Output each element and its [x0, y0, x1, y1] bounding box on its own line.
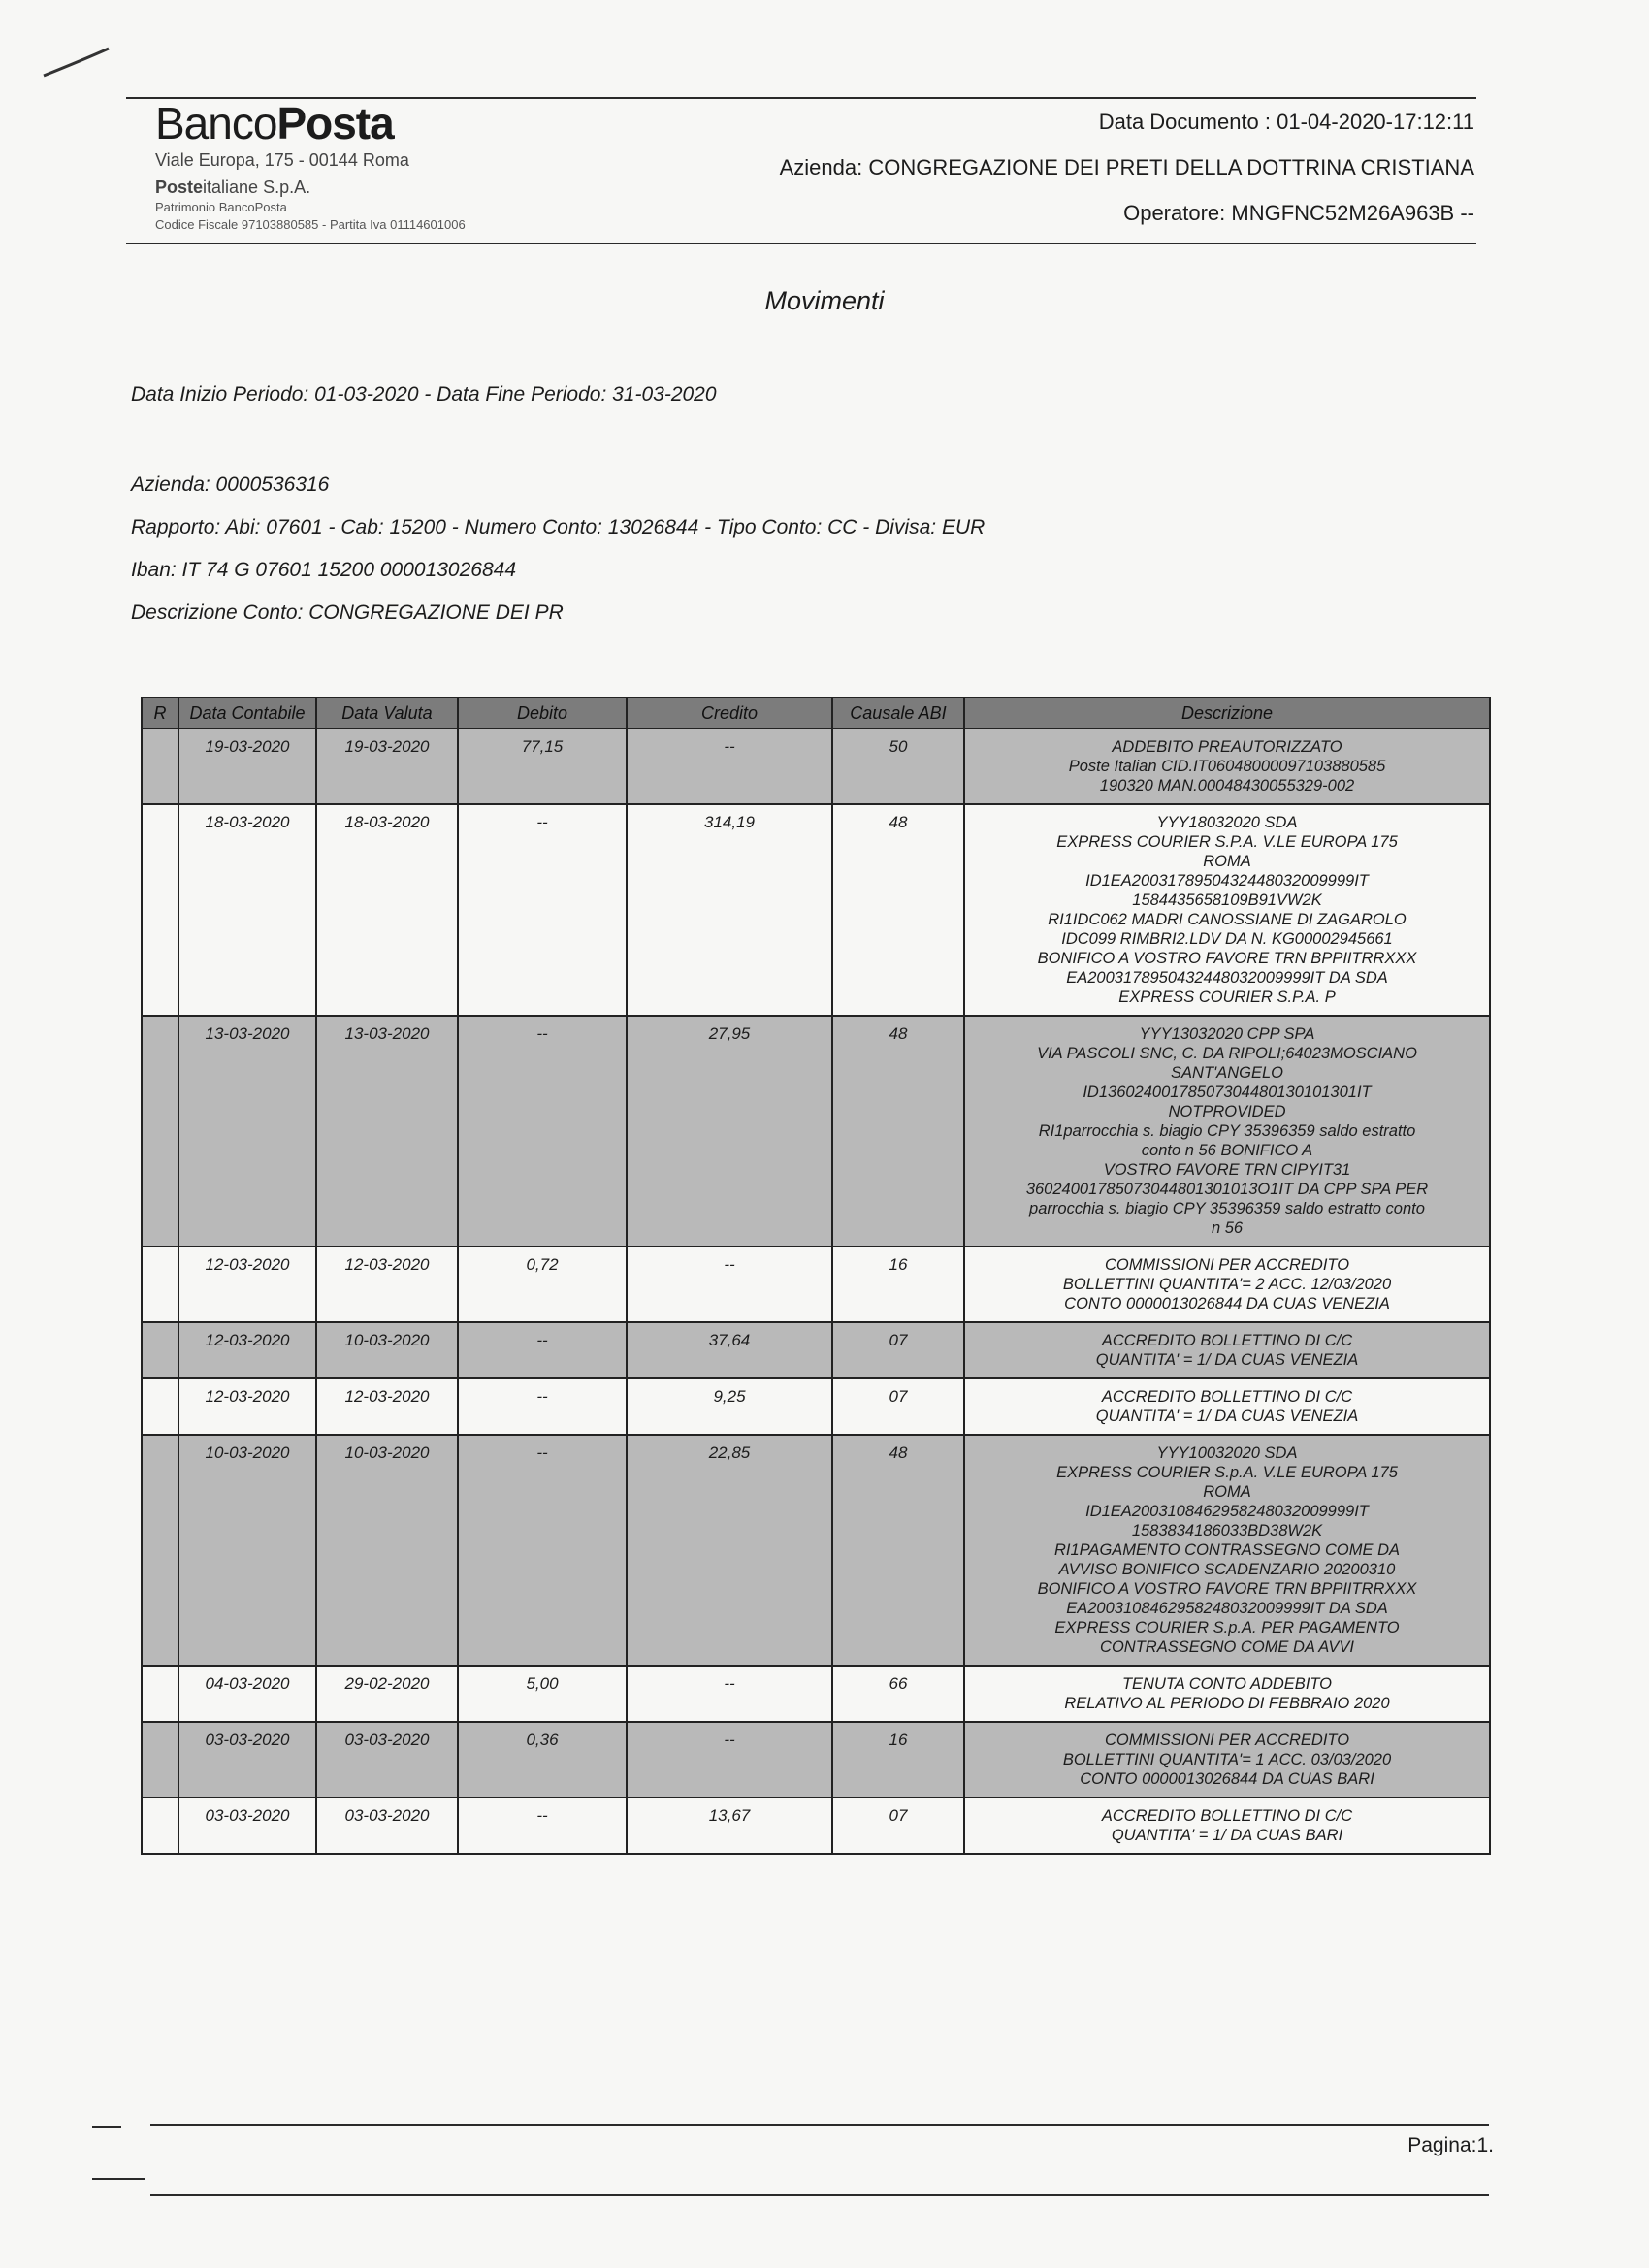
cell-data-contabile: 04-03-2020: [178, 1666, 316, 1722]
cell-data-contabile: 19-03-2020: [178, 729, 316, 804]
cell-credito: --: [627, 1722, 832, 1798]
cell-data-valuta: 10-03-2020: [316, 1435, 458, 1666]
cell-descrizione: ACCREDITO BOLLETTINO DI C/C QUANTITA' = 1/ DA CUAS BARI: [964, 1798, 1490, 1854]
company-name: Posteitaliane S.p.A.: [155, 178, 311, 197]
cell-descrizione: ADDEBITO PREAUTORIZZATO Poste Italian CID.IT06048000097103880585 190320 MAN.00048430055329-002: [964, 729, 1490, 804]
cell-r: [142, 1798, 178, 1854]
cell-debito: 0,36: [458, 1722, 627, 1798]
cell-causale: 07: [832, 1378, 964, 1435]
cell-descrizione: YYY10032020 SDA EXPRESS COURIER S.p.A. V.LE EUROPA 175 ROMA ID1EA2003108462958248032009999IT 1583834186033BD38W2K RI1PAGAMENTO CONTRASSEGNO COME DA AVVISO BONIFICO SCADENZARIO 20200310 BONIFICO A VOSTRO FAVORE TRN BPPIITRRXXX EA2003108462958248032009999IT DA SDA EXPRESS COURIER S.p.A. PER PAGAMENTO CONTRASSEGNO COME DA AVVI: [964, 1435, 1490, 1666]
cell-credito: --: [627, 729, 832, 804]
cell-causale: 16: [832, 1247, 964, 1322]
cell-credito: 13,67: [627, 1798, 832, 1854]
cell-causale: 07: [832, 1322, 964, 1378]
cell-data-contabile: 12-03-2020: [178, 1322, 316, 1378]
cell-data-contabile: 13-03-2020: [178, 1016, 316, 1247]
table-row: [142, 1722, 1490, 1798]
cell-debito: 0,72: [458, 1247, 627, 1322]
footer-bottom-rule: [150, 2194, 1489, 2196]
header-data-contabile: Data Contabile: [178, 697, 316, 729]
header-descrizione: Descrizione: [964, 697, 1490, 729]
table-row: [142, 1798, 1490, 1854]
header-bottom-rule: [126, 243, 1476, 244]
cell-credito: 27,95: [627, 1016, 832, 1247]
cell-debito: 77,15: [458, 729, 627, 804]
iban-line: Iban: IT 74 G 07601 15200 000013026844: [131, 559, 517, 581]
table-row: [142, 1378, 1490, 1435]
cell-descrizione: ACCREDITO BOLLETTINO DI C/C QUANTITA' = 1/ DA CUAS VENEZIA: [964, 1378, 1490, 1435]
cell-debito: --: [458, 1798, 627, 1854]
cell-r: [142, 729, 178, 804]
footer-left-tick-2: [92, 2178, 146, 2180]
bancoposta-brand-block: [155, 98, 466, 233]
cell-causale: 16: [832, 1722, 964, 1798]
period-line: Data Inizio Periodo: 01-03-2020 - Data Fine Periodo: 31-03-2020: [131, 383, 717, 405]
cell-data-valuta: 10-03-2020: [316, 1322, 458, 1378]
cell-descrizione: YYY18032020 SDA EXPRESS COURIER S.P.A. V.LE EUROPA 175 ROMA ID1EA2003178950432448032009999IT 1584435658109B91VW2K RI1IDC062 MADRI CANOSSIANE DI ZAGAROLO IDC099 RIMBRI2.LDV DA N. KG00002945661 BONIFICO A VOSTRO FAVORE TRN BPPIITRRXXX EA2003178950432448032009999IT DA SDA EXPRESS COURIER S.P.A. P: [964, 804, 1490, 1016]
cell-r: [142, 1322, 178, 1378]
cell-data-valuta: 13-03-2020: [316, 1016, 458, 1247]
cell-r: [142, 1016, 178, 1247]
cell-causale: 48: [832, 804, 964, 1016]
cell-credito: 314,19: [627, 804, 832, 1016]
table-row: [142, 1322, 1490, 1378]
operatore-code: Operatore: MNGFNC52M26A963B --: [1123, 201, 1474, 225]
azienda-code: Azienda: 0000536316: [131, 473, 330, 496]
cell-credito: 22,85: [627, 1435, 832, 1666]
cell-credito: --: [627, 1247, 832, 1322]
cell-credito: --: [627, 1666, 832, 1722]
footer-left-tick: [92, 2126, 121, 2128]
cell-data-valuta: 12-03-2020: [316, 1378, 458, 1435]
table-row: [142, 804, 1490, 1016]
table-row: [142, 729, 1490, 804]
cell-causale: 50: [832, 729, 964, 804]
bank-address: Viale Europa, 175 - 00144 Roma: [155, 150, 409, 170]
cell-debito: --: [458, 1016, 627, 1247]
cell-debito: --: [458, 1322, 627, 1378]
cell-data-contabile: 03-03-2020: [178, 1798, 316, 1854]
fiscal-code-line: Codice Fiscale 97103880585 - Partita Iva 01114601006: [155, 217, 466, 232]
cell-r: [142, 1378, 178, 1435]
cell-data-valuta: 29-02-2020: [316, 1666, 458, 1722]
page-number: Pagina:1.: [1407, 2134, 1494, 2156]
cell-data-contabile: 03-03-2020: [178, 1722, 316, 1798]
cell-data-contabile: 18-03-2020: [178, 804, 316, 1016]
cell-causale: 48: [832, 1016, 964, 1247]
footer-top-rule: [150, 2124, 1489, 2126]
azienda-name: Azienda: CONGREGAZIONE DEI PRETI DELLA DOTTRINA CRISTIANA: [779, 155, 1474, 179]
cell-descrizione: COMMISSIONI PER ACCREDITO BOLLETTINI QUANTITA'= 2 ACC. 12/03/2020 CONTO 0000013026844 DA CUAS VENEZIA: [964, 1247, 1490, 1322]
cell-r: [142, 1666, 178, 1722]
cell-data-valuta: 03-03-2020: [316, 1798, 458, 1854]
header-debito: Debito: [458, 697, 627, 729]
cell-debito: 5,00: [458, 1666, 627, 1722]
cell-causale: 66: [832, 1666, 964, 1722]
cell-data-valuta: 12-03-2020: [316, 1247, 458, 1322]
cell-r: [142, 1722, 178, 1798]
header-credito: Credito: [627, 697, 832, 729]
cell-data-valuta: 18-03-2020: [316, 804, 458, 1016]
cell-credito: 9,25: [627, 1378, 832, 1435]
table-row: [142, 1435, 1490, 1666]
header-data-valuta: Data Valuta: [316, 697, 458, 729]
cell-debito: --: [458, 1435, 627, 1666]
cell-debito: --: [458, 804, 627, 1016]
cell-causale: 07: [832, 1798, 964, 1854]
account-description: Descrizione Conto: CONGREGAZIONE DEI PR: [131, 601, 564, 624]
cell-descrizione: COMMISSIONI PER ACCREDITO BOLLETTINI QUANTITA'= 1 ACC. 03/03/2020 CONTO 0000013026844 DA CUAS BARI: [964, 1722, 1490, 1798]
cell-data-contabile: 10-03-2020: [178, 1435, 316, 1666]
cell-debito: --: [458, 1378, 627, 1435]
cell-data-valuta: 19-03-2020: [316, 729, 458, 804]
cell-r: [142, 1435, 178, 1666]
cell-descrizione: TENUTA CONTO ADDEBITO RELATIVO AL PERIODO DI FEBBRAIO 2020: [964, 1666, 1490, 1722]
rapporto-line: Rapporto: Abi: 07601 - Cab: 15200 - Numero Conto: 13026844 - Tipo Conto: CC - Divisa: EUR: [131, 516, 986, 538]
header-causale-abi: Causale ABI: [832, 697, 964, 729]
bancoposta-logo: BancoPosta: [155, 98, 394, 148]
cell-data-contabile: 12-03-2020: [178, 1378, 316, 1435]
document-date: Data Documento : 01-04-2020-17:12:11: [1098, 110, 1474, 134]
cell-descrizione: YYY13032020 CPP SPA VIA PASCOLI SNC, C. DA RIPOLI;64023MOSCIANO SANT'ANGELO ID13602400178507304480130101301IT NOTPROVIDED RI1parrocchia s. biagio CPY 35396359 saldo estratto conto n 56 BONIFICO A VOSTRO FAVORE TRN CIPYIT31 36024001785073044801301013O1IT DA CPP SPA PER parrocchia s. biagio CPY 35396359 saldo estratto conto n 56: [964, 1016, 1490, 1247]
table-row: [142, 1247, 1490, 1322]
cell-data-valuta: 03-03-2020: [316, 1722, 458, 1798]
movements-table: [141, 697, 1491, 1855]
cell-r: [142, 1247, 178, 1322]
cell-credito: 37,64: [627, 1322, 832, 1378]
pen-stroke-mark: [39, 39, 116, 87]
table-row: [142, 1666, 1490, 1722]
cell-r: [142, 804, 178, 1016]
cell-causale: 48: [832, 1435, 964, 1666]
table-row: [142, 1016, 1490, 1247]
patrimonio-line: Patrimonio BancoPosta: [155, 200, 287, 214]
header-r: R: [142, 697, 178, 729]
cell-data-contabile: 12-03-2020: [178, 1247, 316, 1322]
table-header-row: [142, 697, 1490, 729]
cell-descrizione: ACCREDITO BOLLETTINO DI C/C QUANTITA' = 1/ DA CUAS VENEZIA: [964, 1322, 1490, 1378]
page-title: Movimenti: [764, 286, 885, 315]
